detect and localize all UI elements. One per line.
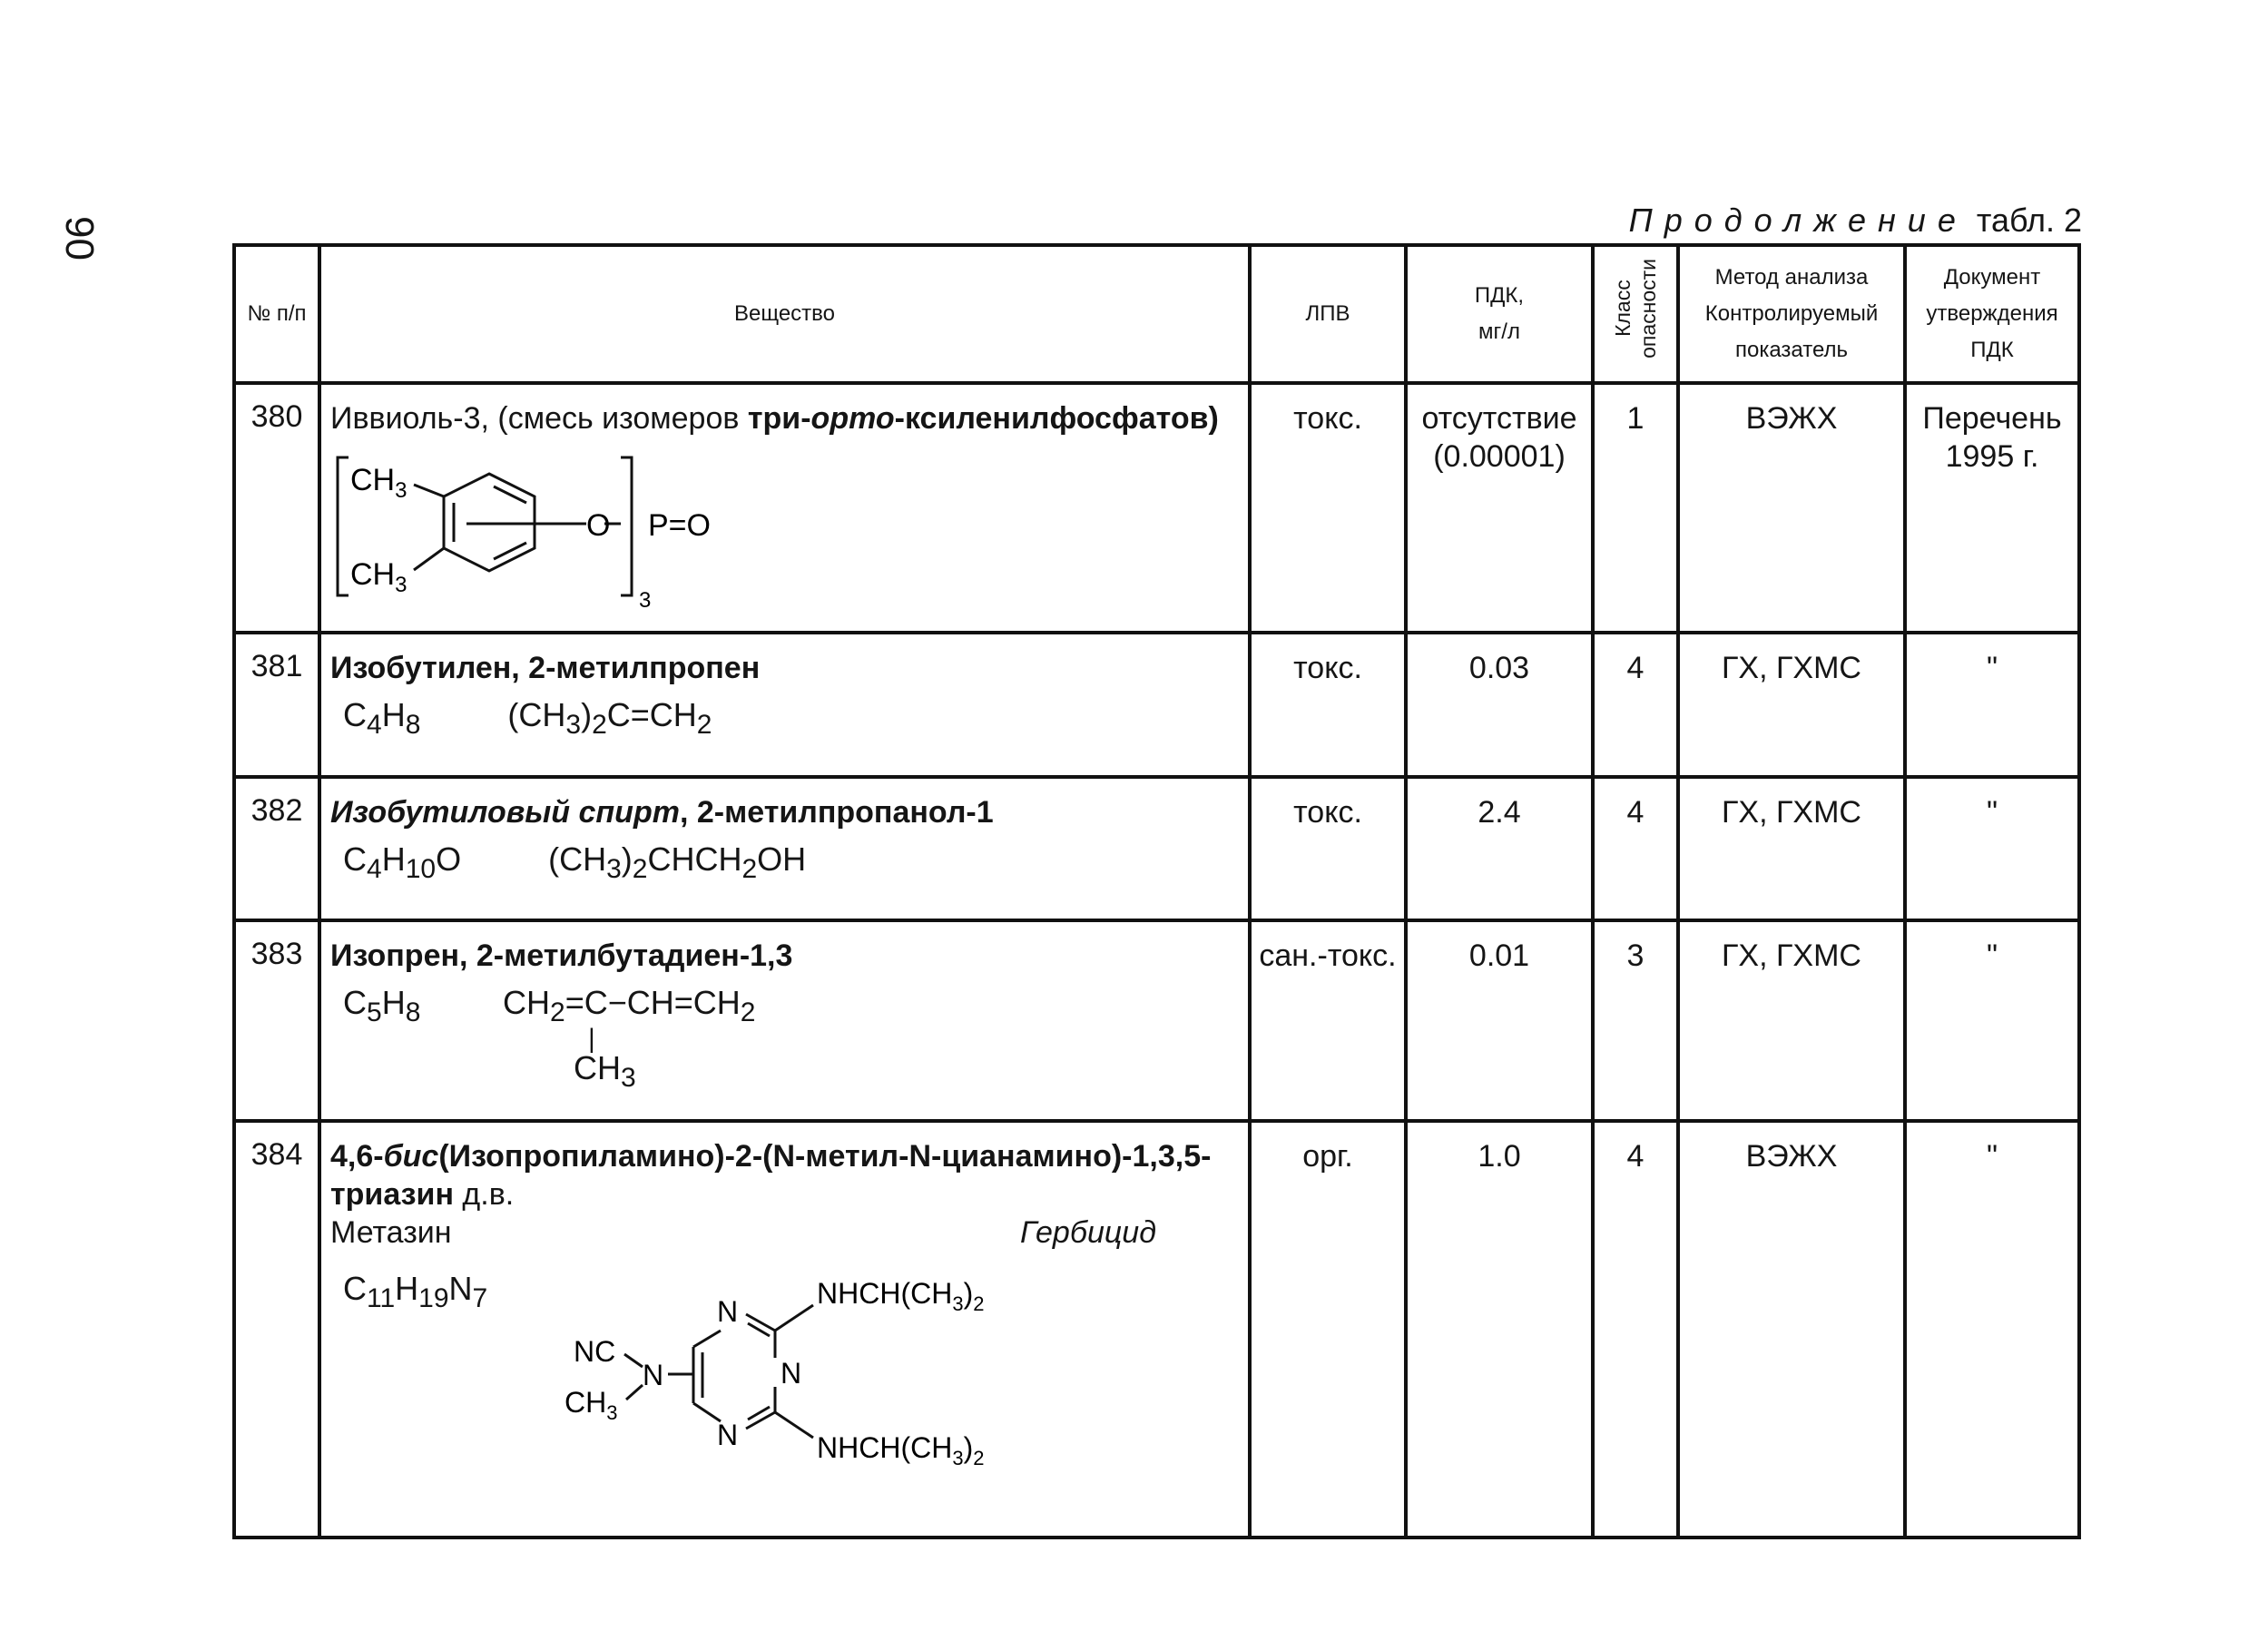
amine-nitrogen: N [643,1359,664,1392]
header-substance: Вещество [319,245,1250,383]
structure-diagram [539,1267,1047,1476]
multiplier-label: 3 [639,588,652,612]
cyano-group: NC [574,1335,616,1369]
doc-cell: " [1905,633,2079,777]
header-method: Метод анализа Контролируемый показатель [1678,245,1905,383]
usage-label: Гербицид [1020,1215,1156,1250]
row-number: 384 [234,1121,319,1538]
substance-cell [319,633,1250,777]
class-cell: 3 [1593,920,1678,1121]
formula-line [330,840,1248,889]
isopropylamino-group: $NHCH(CH_3)_2$ [817,1431,985,1470]
page-number: 90 [57,216,102,260]
header-class: Класс опасности [1593,245,1678,383]
formula-line [330,984,1248,1094]
substance-cell [319,1121,1250,1538]
doc-cell: " [1905,1121,2079,1538]
pdk-cell: 0.03 [1406,633,1593,777]
trade-name: Метазин [330,1215,452,1250]
table-row [234,777,2079,920]
pdk-cell: 1.0 [1406,1121,1593,1538]
structural-formula: $(CH_3)_2C=CH_2$ [507,696,712,741]
header-doc: Документ утверждения ПДК [1905,245,2079,383]
ring-nitrogen: N [781,1357,802,1390]
lpv-cell: токс. [1250,777,1406,920]
substance-cell [319,383,1250,633]
pdk-cell: 0.01 [1406,920,1593,1121]
ring-nitrogen: N [717,1295,739,1329]
method-cell: ГХ, ГХМС [1678,920,1905,1121]
substance-name: Изопрен, 2-метилбутадиен-1,3 [330,938,793,973]
structural-formula: $(CH_3)_2CHCH_2OH$ [548,840,807,885]
table-continuation-label: Продолжение табл. 2 [1628,201,2082,239]
branch-methyl: $CH_3$ [574,1049,636,1094]
row-number: 383 [234,920,319,1121]
structural-formula: $CH_2=C-CH=CH_2$ [503,984,756,1028]
lpv-cell: сан.-токс. [1250,920,1406,1121]
class-cell: 4 [1593,777,1678,920]
table-row [234,633,2079,777]
header-pdk: ПДК, мг/л [1406,245,1593,383]
isopropylamino-group: $NHCH(CH_3)_2$ [817,1277,985,1316]
ch3-label: $CH_3$ [350,463,407,503]
ch3-label: $CH_3$ [350,557,407,597]
ring-nitrogen: N [717,1419,739,1452]
methyl-group: $CH_3$ [565,1386,618,1425]
substance-name: Иввиоль-3, (смесь изомеров три-орто-ксиленилфосфатов) [330,401,1219,436]
pdk-cell: отсутствие (0.00001) [1406,383,1593,633]
doc-cell: " [1905,920,2079,1121]
oxygen-label: O [586,508,611,543]
method-cell: ГХ, ГХМС [1678,777,1905,920]
class-cell: 1 [1593,383,1678,633]
formula-line [330,696,1248,744]
method-cell: ВЭЖХ [1678,1121,1905,1538]
substance-cell [319,920,1250,1121]
molecular-formula: $C_4H_{10}O$ [343,840,462,885]
method-cell: ВЭЖХ [1678,383,1905,633]
row-number: 381 [234,633,319,777]
substance-name: Изобутилен, 2-метилпропен [330,651,761,685]
branch-bond: | [588,1024,595,1054]
row-number: 382 [234,777,319,920]
substance-name: 4,6-бис(Изопропиламино)-2-(N-метил-N-цианамино)-1,3,5- триазин д.в. [330,1139,1212,1212]
molecular-formula: $C_4H_8$ [343,696,421,741]
lpv-cell: токс. [1250,383,1406,633]
molecular-formula: $C_5H_8$ [343,984,421,1028]
table-row [234,1121,2079,1538]
substance-name: Изобутиловый спирт, 2-метилпропанол-1 [330,795,994,830]
substances-table [232,243,2081,1539]
header-lpv: ЛПВ [1250,245,1406,383]
row-number: 380 [234,383,319,633]
header-row [234,245,2079,383]
header-num: № п/п [234,245,319,383]
lpv-cell: токс. [1250,633,1406,777]
class-cell: 4 [1593,633,1678,777]
pdk-cell: 2.4 [1406,777,1593,920]
substance-cell [319,777,1250,920]
doc-cell: Перечень 1995 г. [1905,383,2079,633]
table-row [234,383,2079,633]
lpv-cell: орг. [1250,1121,1406,1538]
molecular-formula: $C_{11}H_{19}N_7$ [343,1270,488,1314]
structure-diagram [330,439,766,612]
class-cell: 4 [1593,1121,1678,1538]
table-row [234,920,2079,1121]
doc-cell: " [1905,777,2079,920]
phosphoryl-label: P=O [648,508,711,543]
method-cell: ГХ, ГХМС [1678,633,1905,777]
